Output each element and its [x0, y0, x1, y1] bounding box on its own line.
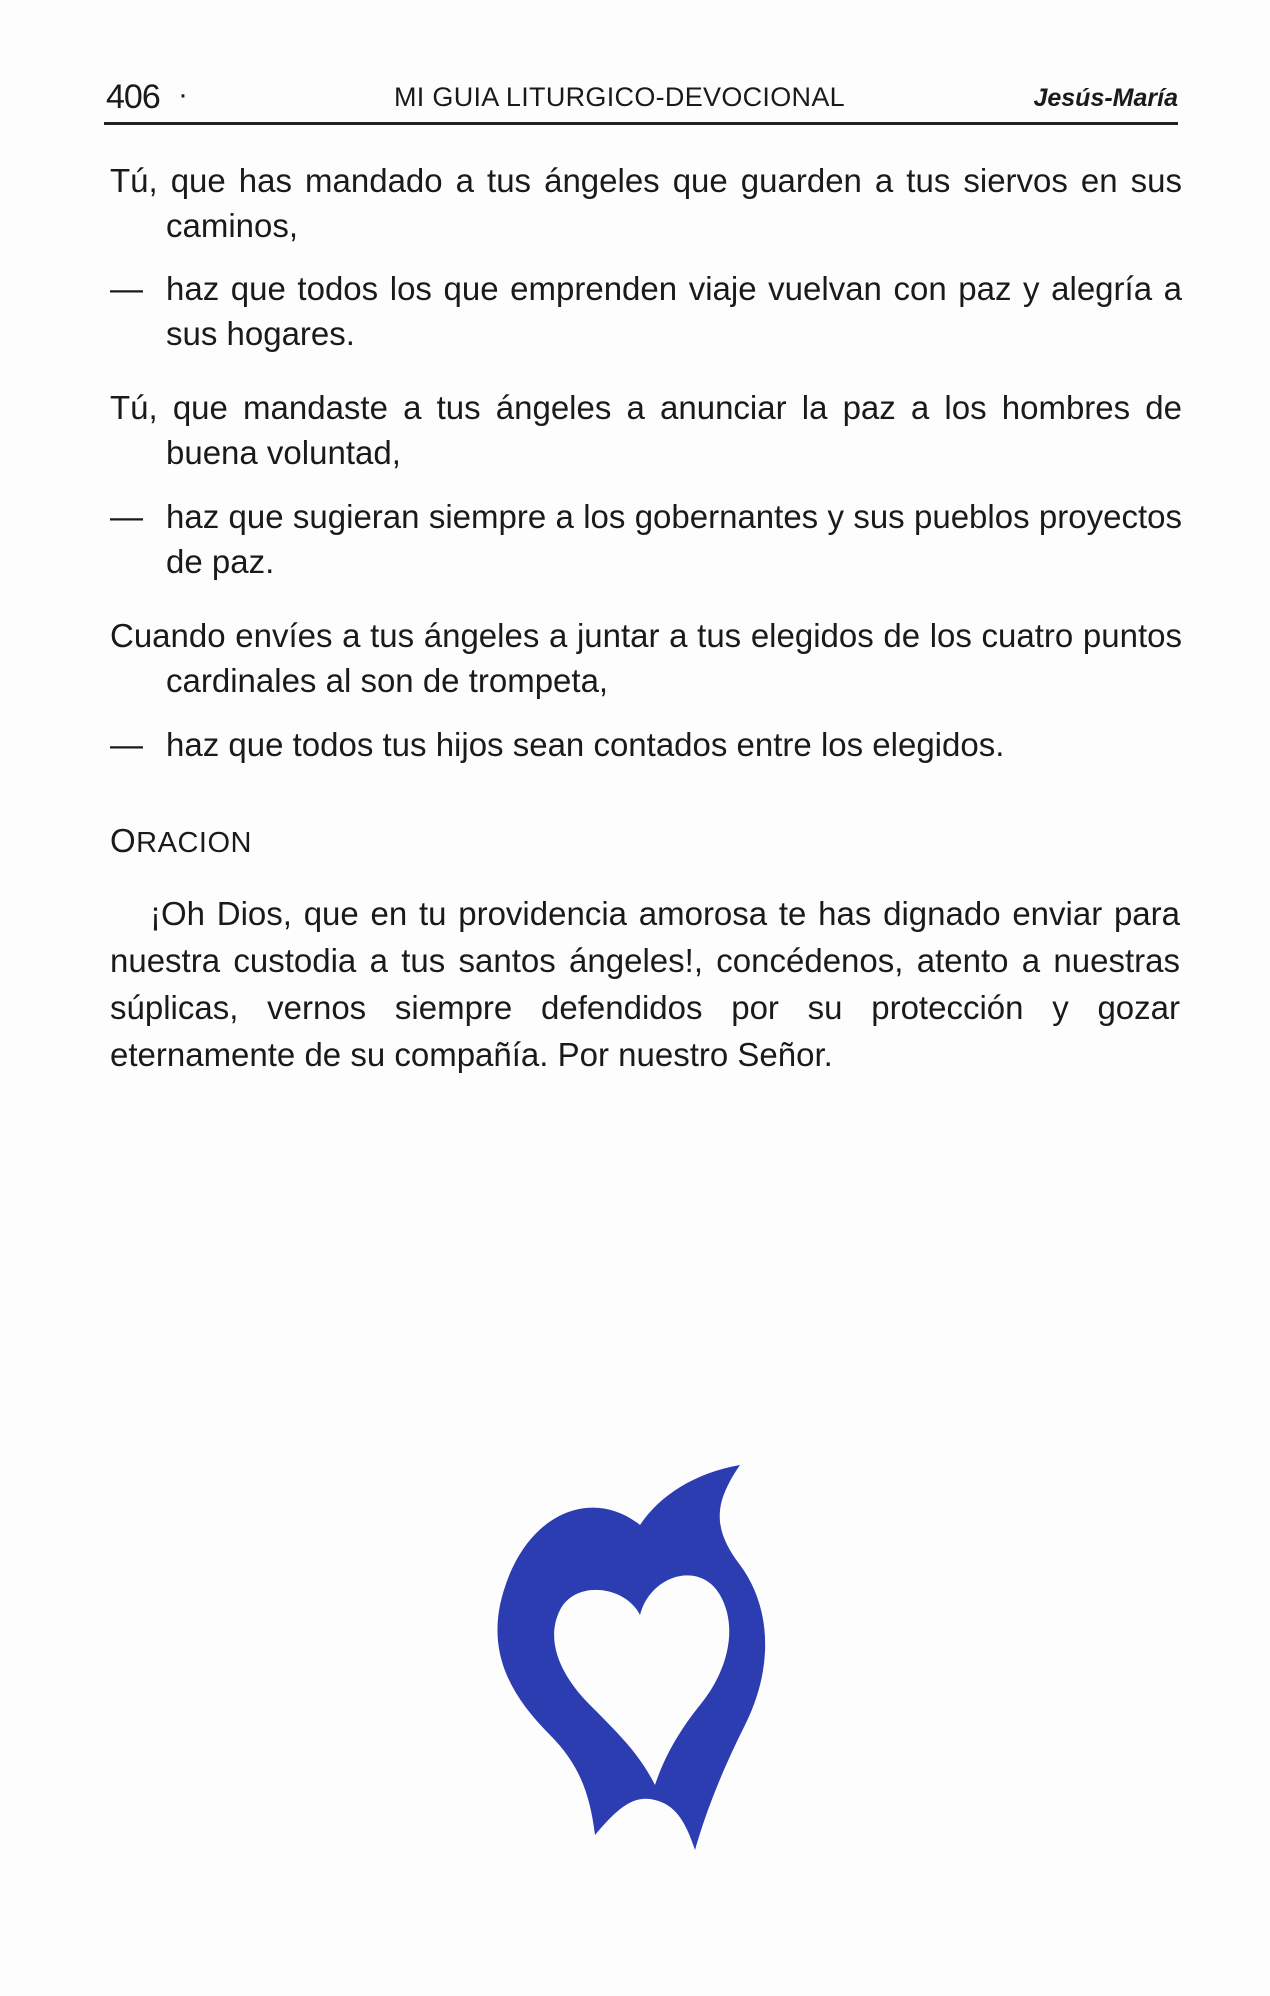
heart-emblem-shape: [497, 1465, 765, 1850]
prece-2: [110, 385, 1182, 475]
heart-emblem-icon: [490, 1455, 790, 1855]
prece-3: [110, 613, 1182, 703]
prece-response: [110, 722, 1182, 767]
prece-1: [110, 158, 1182, 248]
prece-2-response: [110, 494, 1182, 584]
prece-petition: Cuando envíes a tus ángeles a juntar a tus elegidos de los cuatro puntos cardinales al son de trompeta,: [110, 617, 1182, 699]
prece-response-text: haz que todos los que emprenden viaje vuelvan con paz y alegría a sus hogares.: [166, 270, 1182, 352]
running-author: Jesús-María: [1033, 84, 1178, 112]
prece-response: [110, 494, 1182, 584]
response-dash: —: [110, 498, 143, 535]
prece-petition: Tú, que has mandado a tus ángeles que guarden a tus siervos en sus caminos,: [110, 162, 1182, 244]
prece-response-text: haz que todos tus hijos sean contados entre los elegidos.: [166, 726, 1005, 763]
response-dash: —: [110, 270, 143, 307]
page-number-separator: ·: [178, 78, 188, 111]
response-dash: —: [110, 726, 143, 763]
oracion-heading: [110, 822, 252, 860]
prece-3-response: [110, 722, 1182, 767]
oracion-text: ¡Oh Dios, que en tu providencia amorosa te has dignado enviar para nuestra custodia a tus santos ángeles!, concédenos, atento a nuestras súplicas, vernos siempre defendidos por su protección y gozar eternamente de su compañía. Por nuestro Señor.: [110, 895, 1180, 1073]
prece-response-text: haz que sugieran siempre a los gobernantes y sus pueblos proyectos de paz.: [166, 498, 1182, 580]
prece-petition: Tú, que mandaste a tus ángeles a anunciar la paz a los hombres de buena voluntad,: [110, 389, 1182, 471]
oracion-heading-rest: RACION: [136, 827, 252, 859]
running-title: MI GUIA LITURGICO-DEVOCIONAL: [394, 82, 845, 112]
oracion-heading-initial: O: [110, 822, 137, 859]
page-number: 406: [106, 78, 160, 116]
prece-1-response: [110, 266, 1182, 356]
prece-response: [110, 266, 1182, 356]
running-header: [104, 72, 1178, 125]
